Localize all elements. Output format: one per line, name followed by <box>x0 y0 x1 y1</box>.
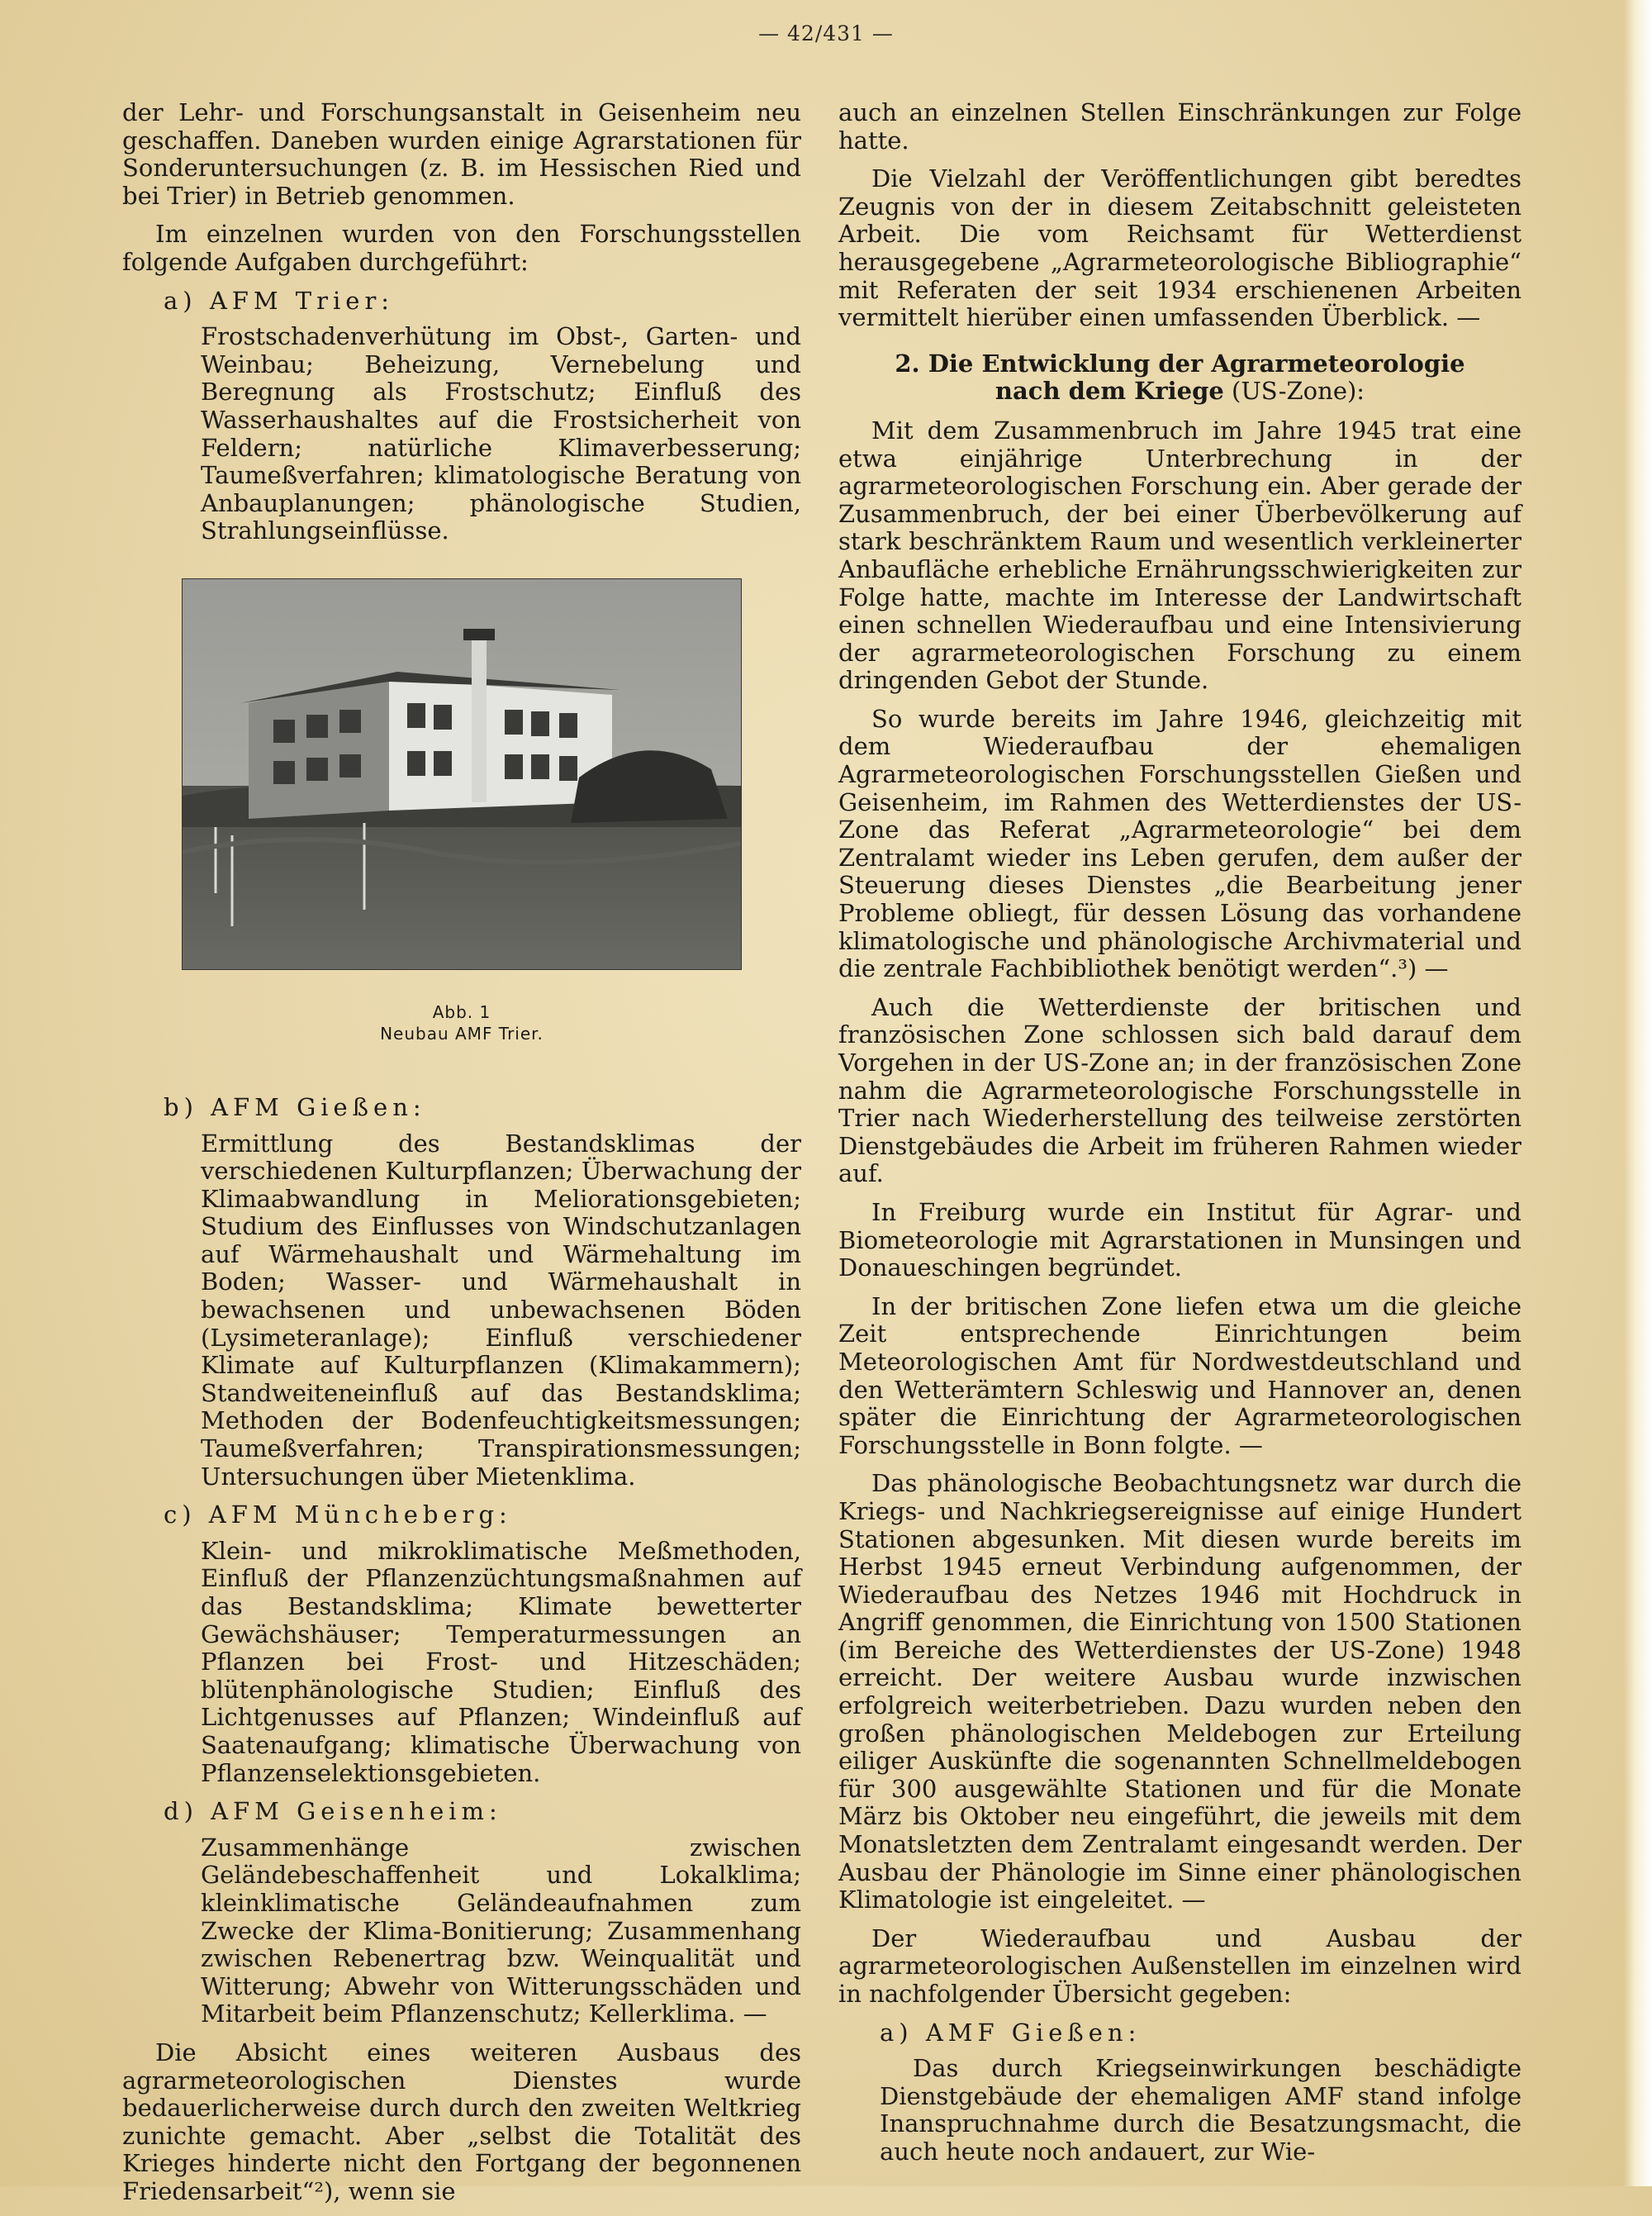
heading-line: 2. Die Entwicklung der Agrarmeteorologie <box>895 349 1465 378</box>
section-heading <box>838 350 1521 406</box>
paragraph: In der britischen Zone liefen etwa um die gleiche Zeit entsprechende Einrichtungen beim Meteorologischen Amt für Nordwestdeutschland und den Wetterämtern Schleswig und Hannover an, denen später die Einrichtung der Agrarmeteorologischen Forschungsstelle in Bonn folgte. — <box>838 1291 1521 1459</box>
paragraph: In Freiburg wurde ein Institut für Agrar- und Biometeorologie mit Agrarstationen in Munsingen und Donaueschingen begründet. <box>838 1197 1521 1282</box>
paragraph: Auch die Wetterdienste der britischen und französischen Zone schlossen sich bald darauf dem Vorgehen in der US-Zone an; in der französischen Zone nahm die Agrarmeteorologische Forschungsstelle in Trier nach Wiederherstellung des teilweise zerstörten Dienstgebäudes die Arbeit im früheren Rahmen wieder auf. <box>838 992 1521 1188</box>
list-item-label: b) AFM Gießen: <box>164 1092 426 1121</box>
paragraph: Der Wiederaufbau und Ausbau der agrarmeteorologischen Außenstellen im einzelnen wird in nachfolgender Übersicht gegeben: <box>838 1924 1521 2008</box>
paragraph: Mit dem Zusammenbruch im Jahre 1945 trat eine etwa einjährige Unterbrechung in der agrarmeteorologischen Forschung ein. Aber gerade der Zusammenbruch, der bei einer Überbevölkerung auf stark beschränktem Raum und wesentlich verkleinerter Anbaufläche erhebliche Ernährungsschwierigkeiten zur Folge hatte, machte im Interesse der Landwirtschaft einen schnellen Wiederaufbau und eine Intensivierung der agrarmeteorologischen Forschung zu einem dringenden Gebot der Stunde. <box>838 416 1521 695</box>
heading-normal: (US-Zone): <box>1223 377 1365 406</box>
list-item-text: Das durch Kriegseinwirkungen beschädigte Dienstgebäude der ehemaligen AMF stand infolge Inanspruchnahme durch die Besatzungsmacht, die auch heute noch andauert, zur Wie- <box>880 2054 1521 2166</box>
list-item-label: c) AFM Müncheberg: <box>164 1500 512 1529</box>
left-column <box>122 99 801 2216</box>
list-item-text: Frostschadenverhütung im Obst-, Garten- und Weinbau; Beheizung, Vernebelung und Beregnung als Frostschutz; Einfluß des Wasserhaushaltes auf die Frostsicherheit von Feldern; natürliche Klimaverbesserung; Taumeßverfahren; klimatologische Beratung von Anbauplanungen; phänologische Studien, Strahlungseinflüsse. <box>201 322 801 545</box>
caption-text: Neubau AMF Trier. <box>380 1023 544 1044</box>
paragraph: Das phänologische Beobachtungsnetz war durch die Kriegs- und Nachkriegsereignisse auf einige Hundert Stationen abgesunken. Mit diesen wurde bereits im Herbst 1945 erneut Verbindung aufgenommen, der Wiederaufbau des Netzes 1946 mit Hochdruck in Angriff genommen, die Einrichtung von 1500 Stationen (im Bereiche des Wetterdienstes der US-Zone) 1948 erreicht. Der weitere Ausbau wurde inzwischen erfolgreich weiterbetrieben. Dazu wurden neben den großen phänologischen Meldebogen zur Erteilung eiliger Auskünfte die sogenannten Schnellmeldebogen für 300 ausgewählte Stationen und für die Monate März bis Oktober neu eingeführt, die jeweils mit dem Monatsletzten dem Zentralamt eingesandt werden. Der Ausbau der Phänologie im Sinne einer phänologischen Klimatologie ist eingeleitet. — <box>838 1469 1521 1914</box>
heading-bold: nach dem Kriege <box>995 377 1224 406</box>
paragraph: Die Absicht eines weiteren Ausbaus des agrarmeteorologischen Dienstes wurde bedauerlicherweise durch durch den zweiten Weltkrieg zunichte gemacht. Aber „selbst die Totalität des Krieges hinderte nicht den Fortgang der begonnenen Friedensarbeit“²), wenn sie <box>122 2038 801 2205</box>
photo-figure <box>182 578 742 970</box>
paragraph: der Lehr- und Forschungsanstalt in Geisenheim neu geschaffen. Daneben wurden einige Agrarstationen für Sonderuntersuchungen (z. B. im Hessischen Ried und bei Trier) in Betrieb genommen. <box>122 98 801 210</box>
paragraph: Im einzelnen wurden von den Forschungsstellen folgende Aufgaben durchgeführt: <box>122 220 801 276</box>
list-item-label: a) AMF Gießen: <box>880 2018 1142 2047</box>
right-column <box>838 99 1521 2177</box>
caption-label: Abb. 1 <box>432 1001 491 1022</box>
list-item-text: Zusammenhänge zwischen Geländebeschaffenheit und Lokalklima; kleinklimatische Geländeaufnahmen zum Zwecke der Klima-Bonitierung; Zusammenhang zwischen Rebenertrag bzw. Weinqualität und Witterung; Abwehr von Witterungsschäden und Mitarbeit beim Pflanzenschutz; Kellerklima. — <box>201 1833 801 2028</box>
list-item-label: d) AFM Geisenheim: <box>164 1797 502 1826</box>
page-edge <box>1624 0 1652 2186</box>
paragraph: Die Vielzahl der Veröffentlichungen gibt beredtes Zeugnis von der in diesem Zeitabschnitt geleisteten Arbeit. Die vom Reichsamt für Wetterdienst herausgegebene „Agrarmeteorologische Bibliographie“ mit Referaten der seit 1934 erschienenen Arbeiten vermittelt hierüber einen umfassenden Überblick. — <box>838 164 1521 332</box>
figure-caption <box>122 1001 801 1044</box>
list-item-text: Ermittlung des Bestandsklimas der verschiedenen Kulturpflanzen; Überwachung der Klimaabwandlung in Meliorationsgebieten; Studium des Einflusses von Windschutzanlagen auf Wärmehaushalt und Wärmehaltung im Boden; Wasser- und Wärmehaushalt in bewachsenen und unbewachsenen Böden (Lysimeteranlage); Einfluß verschiedener Klimate auf Kulturpflanzen (Klimakammern); Standweiteneinfluß auf das Bestandsklima; Methoden der Bodenfeuchtigkeitsmessungen; Taumeßverfahren; Transpirationsmessungen; Untersuchungen über Mietenklima. <box>201 1129 801 1491</box>
building-photo <box>183 579 741 969</box>
list-item-text: Klein- und mikroklimatische Meßmethoden, Einfluß der Pflanzenzüchtungsmaßnahmen auf das Bestandsklima; Klimate bewetterter Gewächshäuser; Temperaturmessungen an Pflanzen bei Frost- und Hitzeschäden; blütenphänologische Studien; Einfluß des Lichtgenusses auf Pflanzen; Windeinfluß auf Saatenaufgang; klimatische Überwachung von Pflanzenselektionsgebieten. <box>201 1536 801 1787</box>
page-number: — 42/431 — <box>758 21 894 45</box>
paragraph: auch an einzelnen Stellen Einschränkungen zur Folge hatte. <box>838 98 1521 155</box>
heading-line <box>838 378 1521 406</box>
list-item-label: a) AFM Trier: <box>164 286 395 315</box>
paragraph: So wurde bereits im Jahre 1946, gleichzeitig mit dem Wiederaufbau der ehemaligen Agrarmeteorologischen Forschungsstellen Gießen und Geisenheim, im Rahmen des Wetterdienstes der US-Zone das Referat „Agrarmeteorologie“ bei dem Zentralamt wieder ins Leben gerufen, dem außer der Steuerung dieses Dienstes „die Bearbeitung jener Probleme obliegt, für dessen Lösung das vorhandene klimatologische und phänologische Archivmaterial und die zentrale Fachbibliothek benötigt werden“.³) — <box>838 704 1521 983</box>
